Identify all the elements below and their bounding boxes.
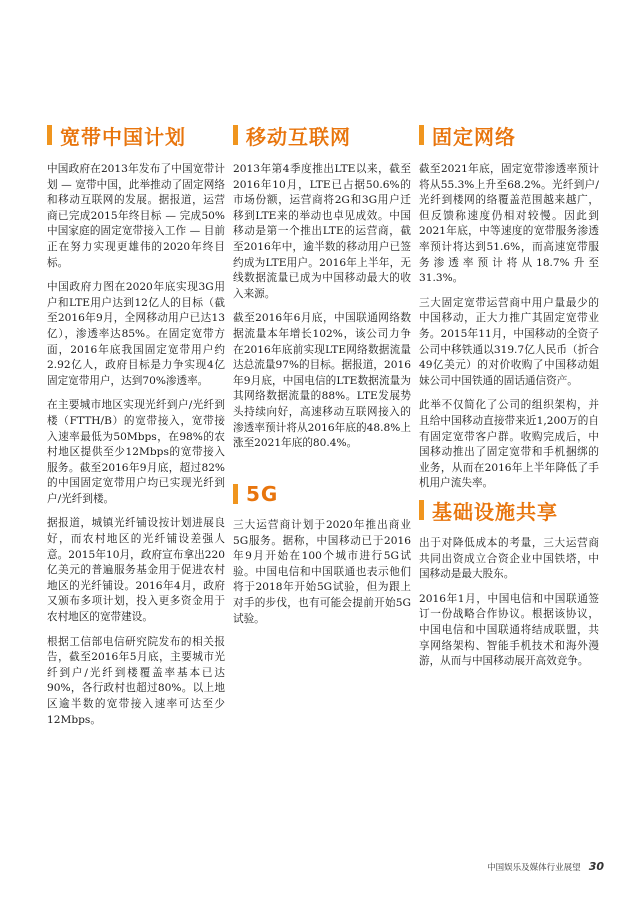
paragraph: 此举不仅简化了公司的组织架构，并且给中国移动直接带来近1,200万的自有固定宽带客户群。收购完成后，中国移动推出了固定宽带和手机捆绑的业务，从而在2016年上半年降低了手机用户流失率。 bbox=[419, 399, 599, 490]
paragraph: 2013年第4季度推出LTE以来，截至2016年10月，LTE已占据50.6%的市场份额，运营商将2G和3G用户迁移到LTE来的举动也卓见成效。中国移动是第一个推出LTE的运营商，截至2016年中，逾半数的移动用户已签约成为LTE用户。2016年上半年，无线数据流量已成为中国移动最大的收入来源。 bbox=[233, 163, 411, 300]
heading-bar-icon bbox=[419, 125, 424, 145]
column-left bbox=[47, 123, 225, 737]
column-right bbox=[419, 123, 599, 501]
footer-publication-title: 中国娱乐及媒体行业展望 bbox=[487, 863, 581, 873]
paragraph: 截至2021年底，固定宽带渗透率预计将从55.3%上升至68.2%。光纤到户/光纤到楼网的络覆盖范围越来越广，但反馈称速度仍相对较慢。因此到2021年底，中等速度的宽带服务渗透率预计将达到51.6%，而高速宽带服务渗透率预计将从18.7%升至31.3%。 bbox=[419, 163, 599, 285]
heading-fixed-network bbox=[419, 123, 599, 147]
heading-5g-text: 5G bbox=[246, 482, 279, 506]
page-number: 30 bbox=[588, 860, 604, 873]
heading-5g bbox=[233, 482, 411, 506]
paragraph: 中国政府在2013年发布了中国宽带计划 — 宽带中国，此举推动了固定网络和移动互联网的发展。据报道，运营商已完成2015年终目标 — 完成50%中国家庭的固定宽带接入工作 — 目前正在努力实现更雄伟的2020年终目标。 bbox=[47, 163, 225, 269]
paragraph: 据报道，城镇光纤铺设按计划进展良好，而农村地区的光纤铺设差强人意。2015年10月，政府宣布拿出220亿美元的普遍服务基金用于促进农村地区的光纤铺设。2016年4月，政府又颁布多项计划，投入更多资金用于农村地区的宽带建设。 bbox=[47, 517, 225, 624]
heading-broadband bbox=[47, 123, 225, 147]
paragraph: 中国政府力图在2020年底实现3G用户和LTE用户达到12亿人的目标（截至2016年9月，全网移动用户已达13亿），渗透率达85%。在固定宽带方面，2016年底我国固定宽带用户约2.92亿人，政府目标是力争实现4亿固定宽带用户，达到70%渗透率。 bbox=[47, 281, 225, 387]
column-middle-5g bbox=[233, 482, 411, 636]
column-middle bbox=[233, 123, 411, 461]
heading-bar-icon bbox=[233, 125, 238, 145]
heading-bar-icon bbox=[47, 125, 52, 145]
paragraph: 根据工信部电信研究院发布的相关报告，截至2016年5月底，主要城市光纤到户/光纤到楼覆盖率基本已达90%，各行政村也超过80%。以上地区逾半数的宽带接入速率可达至少12Mbps。 bbox=[47, 635, 225, 726]
column-right-sharing bbox=[419, 498, 599, 679]
heading-bar-icon bbox=[233, 484, 238, 504]
heading-fixed-network-text: 固定网络 bbox=[432, 124, 516, 149]
paragraph: 2016年1月，中国电信和中国联通签订一份战略合作协议。根据该协议，中国电信和中国联通将结成联盟，共享网络架构、智能手机技术和海外漫游，从而与中国移动展开高效竞争。 bbox=[419, 592, 599, 668]
heading-mobile-internet bbox=[233, 123, 411, 147]
paragraph: 出于对降低成本的考量，三大运营商共同出资成立合资企业中国铁塔，中国移动是最大股东。 bbox=[419, 537, 599, 581]
page-footer bbox=[487, 860, 604, 873]
heading-bar-icon bbox=[419, 500, 424, 520]
heading-broadband-text: 宽带中国计划 bbox=[60, 124, 186, 149]
paragraph: 三大运营商计划于2020年推出商业5G服务。据称，中国移动已于2016年9月开始在100个城市进行5G试验。中国电信和中国联通也表示他们将于2018年开始5G试验，但为跟上对手的步伐，也有可能会提前开始5G试验。 bbox=[233, 519, 411, 625]
paragraph: 在主要城市地区实现光纤到户/光纤到楼（FTTH/B）的宽带接入，宽带接入速率最低为50Mbps，在98%的农村地区提供至少12Mbps的宽带接入服务。截至2016年9月底，超过82%的中国固定宽带用户均已实现光纤到户/光纤到楼。 bbox=[47, 399, 225, 505]
heading-infrastructure-sharing bbox=[419, 498, 599, 522]
heading-mobile-internet-text: 移动互联网 bbox=[246, 124, 351, 149]
heading-infrastructure-sharing-text: 基础设施共享 bbox=[432, 499, 558, 524]
paragraph: 截至2016年6月底，中国联通网络数据流量本年增长102%，该公司力争在2016年底前实现LTE网络数据流量达总流量97%的目标。据报道，2016年9月底，中国电信的LTE数据流量为其网络数据流量的88%。LTE发展势头持续向好，高速移动互联网接入的渗透率预计将从2016年底的48.8%上涨至2021年底的80.4%。 bbox=[233, 312, 411, 450]
paragraph: 三大固定宽带运营商中用户量最少的中国移动，正大力推广其固定宽带业务。2015年11月，中国移动的全资子公司中移铁通以319.7亿人民币（折合49亿美元）的对价收购了中国移动姐妹公司中国铁通的固话通信资产。 bbox=[419, 296, 599, 387]
